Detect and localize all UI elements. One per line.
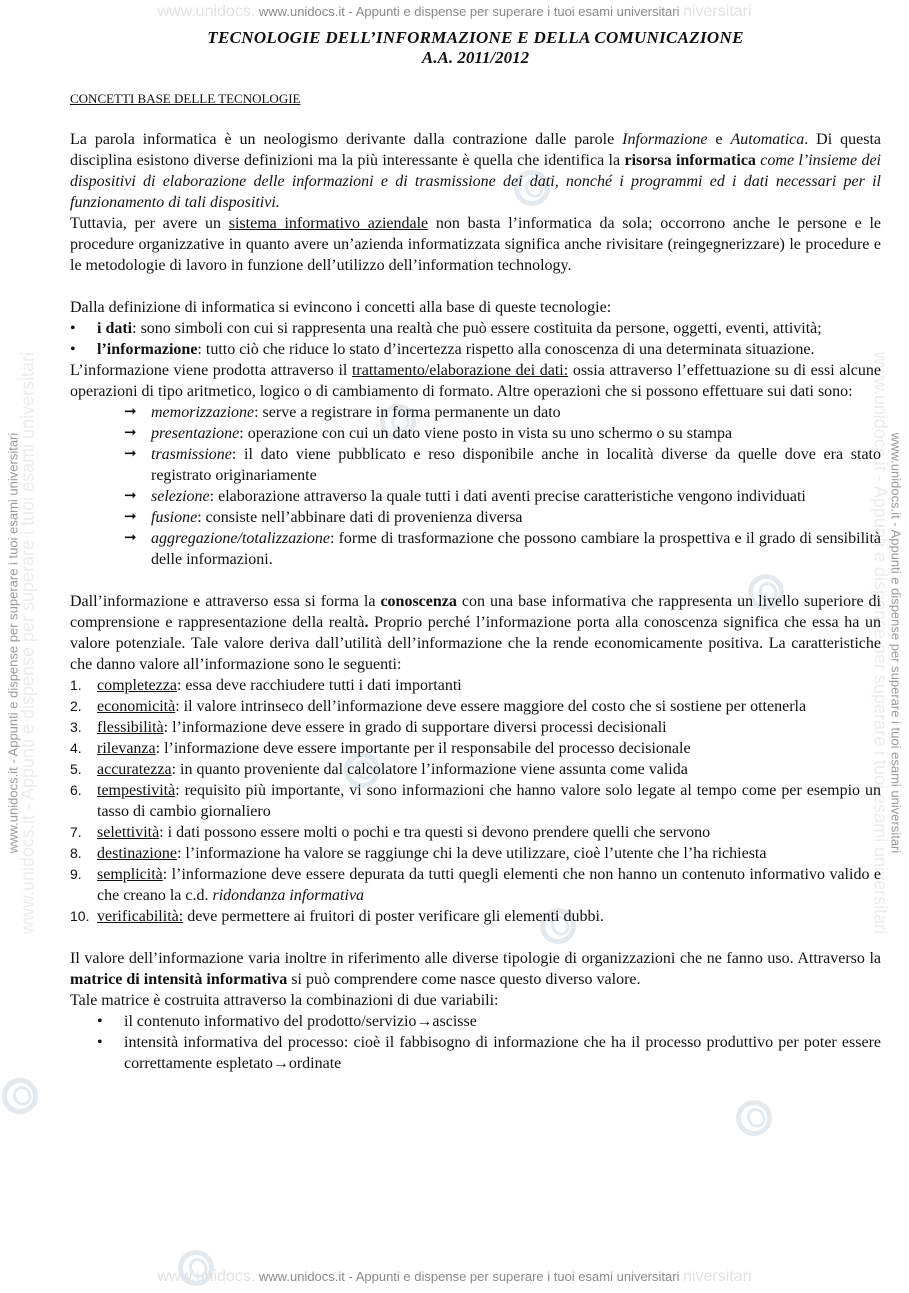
intro-paragraph-2: Tuttavia, per avere un sistema informativo aziendale non basta l’informatica da sola; occorrono anche le persone e le procedure organizzative in quanto avere un’azienda informatizzata significa anche rivisitare (reingegnerizzare) le procedure e le metodologie di lavoro in funzione dell’utilizzo dell’information technology. (70, 215, 882, 274)
watermark-left-ghost: www.unidocs.it - Appunti e dispense per superare i tuoi esami universitari (17, 351, 38, 935)
emphasis-informazione: Informazione (622, 131, 708, 148)
watermark-left: www.unidocs.it - Appunti e dispense per superare i tuoi esami universitari (5, 432, 21, 854)
emphasis-automatica: Automatica (730, 131, 805, 148)
list-item: • l’informazione: tutto ciò che riduce lo stato d’incertezza rispetto alla conoscenza di una determinata situazione. (70, 339, 881, 360)
list-item: 10. verificabilità: deve permettere ai fruitori di poster verificare gli elementi dubbi. (70, 908, 604, 925)
arrow-bullet-icon: ➞ (124, 530, 137, 546)
list-item: 2. economicità: il valore intrinseco dell’informazione deve essere maggiore del costo che si sostiene per ottenerla (70, 698, 807, 715)
knowledge-paragraph: Dall’informazione e attraverso essa si forma la conoscenza con una base informativa che rappresenta un livello superiore di comprensione e rappresentazione della realtà. Proprio perché l’informazione porta alla conoscenza significa che essa ha un valore potenziale. Tale valore deriva dall’utilità dell’informazione che la rende economicamente positiva. La caratteristiche che danno valore all’informazione sono le seguenti: (70, 593, 881, 673)
list-item: 3. flessibilità: l’informazione deve essere in grado di supportare diversi processi decisionali (70, 719, 667, 736)
term-trattamento: trattamento/elaborazione dei dati: (351, 362, 569, 379)
watermark-text: www.unidocs.it - Appunti e dispense per superare i tuoi esami universitari (258, 4, 680, 19)
watermark-text: www.unidocs.it - Appunti e dispense per superare i tuoi esami universitari (258, 1269, 680, 1284)
list-item: • il contenuto informativo del prodotto/servizio→ascisse (70, 1011, 881, 1032)
list-item: • i dati: sono simboli con cui si rappresenta una realtà che può essere costituita da persone, oggetti, eventi, attività; (70, 318, 881, 339)
term-conoscenza: conoscenza (380, 593, 457, 610)
matrix-variables-list (70, 1011, 881, 1074)
risorsa-definition: come l’insieme dei dispositivi di elaborazione delle informazioni e di trasmissione dei dati, nonché i programmi ed i dati necessari per il funzionamento di tali dispositivi. (70, 152, 881, 211)
watermark-right-ghost: www.unidocs.it - Appunti e dispense per superare i tuoi esami universitari (870, 351, 891, 935)
list-item: ➞ aggregazione/totalizzazione: forme di trasformazione che possono cambiare la prospettiva e il grado di sensibilità delle informazioni. (124, 530, 881, 568)
document-body (70, 28, 881, 1074)
intro-paragraph: La parola informatica è un neologismo derivante dalla contrazione dalle parole Informazione e Automatica. Di questa disciplina esistono diverse definizioni ma la più interessante è quella che identifica la risorsa informatica come l’insieme dei dispositivi di elaborazione delle informazioni e di trasmissione dei dati, nonché i programmi ed i dati necessari per il funzionamento di tali dispositivi. (70, 131, 882, 211)
arrow-bullet-icon: ➞ (124, 404, 137, 420)
document-subtitle: A.A. 2011/2012 (421, 48, 530, 67)
term-risorsa-informatica: risorsa informatica (624, 152, 756, 169)
arrow-bullet-icon: ➞ (124, 425, 137, 441)
watermark-right: www.unidocs.it - Appunti e dispense per superare i tuoi esami universitari (888, 432, 904, 854)
watermark-ghost-left: www.unidocs. (157, 1268, 256, 1285)
list-item: 7. selettività: i dati possono essere molti o pochi e tra questi si devono prendere quelli che servono (70, 824, 711, 841)
term-sistema-informativo: sistema informativo aziendale (228, 215, 429, 232)
arrow-bullet-icon: ➞ (124, 509, 137, 525)
watermark-ghost-left: www.unidocs. (157, 3, 256, 20)
watermark-bottom (0, 1268, 909, 1286)
list-item: ➞ trasmissione: il dato viene pubblicato e reso disponibile anche in località diverse da quelle dove era stato registrato originariamente (124, 446, 881, 484)
list-item: 5. accuratezza: in quanto proveniente dal calcolatore l’informazione viene assunta come valida (70, 761, 688, 778)
document-title: TECNOLOGIE DELL’INFORMAZIONE E DELLA COMUNICAZIONE (207, 28, 744, 47)
watermark-ghost-right: niversitari (683, 1268, 752, 1285)
list-item: 8. destinazione: l’informazione ha valore se raggiunge chi la deve utilizzare, cioè l’utente che l’ha richiesta (70, 845, 767, 862)
section-label: CONCETTI BASE DELLE TECNOLOGIE (70, 91, 301, 106)
concepts-lead: Dalla definizione di informatica si evincono i concetti alla base di queste tecnologie: (70, 299, 612, 316)
list-item: ➞ fusione: consiste nell’abbinare dati di provenienza diversa (124, 509, 523, 526)
list-item: ➞ presentazione: operazione con cui un dato viene posto in vista su uno schermo o su stampa (124, 425, 733, 442)
arrow-bullet-icon: ➞ (124, 488, 137, 504)
matrix-variables-lead: Tale matrice è costruita attraverso la combinazioni di due variabili: (70, 992, 499, 1009)
concepts-list (70, 318, 881, 360)
watermark-top (0, 3, 909, 21)
operations-list (70, 402, 881, 570)
watermark-logo-icon (729, 1093, 778, 1142)
list-item: • intensità informativa del processo: cioè il fabbisogno di informazione che ha il processo produttivo per poter essere correttamente espletato→ordinate (70, 1032, 881, 1074)
list-item: 4. rilevanza: l’informazione deve essere importante per il responsabile del processo decisionale (70, 740, 691, 757)
matrix-paragraph: Il valore dell’informazione varia inoltre in riferimento alle diverse tipologie di organizzazioni che ne fanno uso. Attraverso la matrice di intensità informativa si può comprendere come nasce questo diverso valore. (70, 950, 881, 988)
list-item: ➞ selezione: elaborazione attraverso la quale tutti i dati aventi precise caratteristiche vengono individuati (124, 488, 806, 505)
list-item: 1. completezza: essa deve racchiudere tutti i dati importanti (70, 677, 462, 694)
term-matrice: matrice di intensità informativa (70, 971, 288, 988)
list-item: 9. semplicità: l’informazione deve essere depurata da tutti quegli elementi che non hanno un contenuto informativo valido e che creano la c.d. ridondanza informativa (70, 866, 881, 904)
list-item: 6. tempestività: requisito più importante, vi sono informazioni che hanno valore solo legate al tempo come per esempio un tasso di cambio giornaliero (70, 782, 881, 820)
watermark-logo-icon (0, 1071, 45, 1120)
watermark-ghost-right: niversitari (683, 3, 752, 20)
processing-paragraph: L’informazione viene prodotta attraverso il trattamento/elaborazione dei dati: ossia attraverso l’effettuazione su di essi alcune operazioni di tipo aritmetico, logico o di cambiamento di formato. Altre operazioni che si possono effettuare sui dati sono: (70, 362, 882, 400)
arrow-bullet-icon: ➞ (124, 446, 137, 462)
characteristics-list (70, 675, 881, 927)
list-item: ➞ memorizzazione: serve a registrare in forma permanente un dato (124, 404, 561, 421)
